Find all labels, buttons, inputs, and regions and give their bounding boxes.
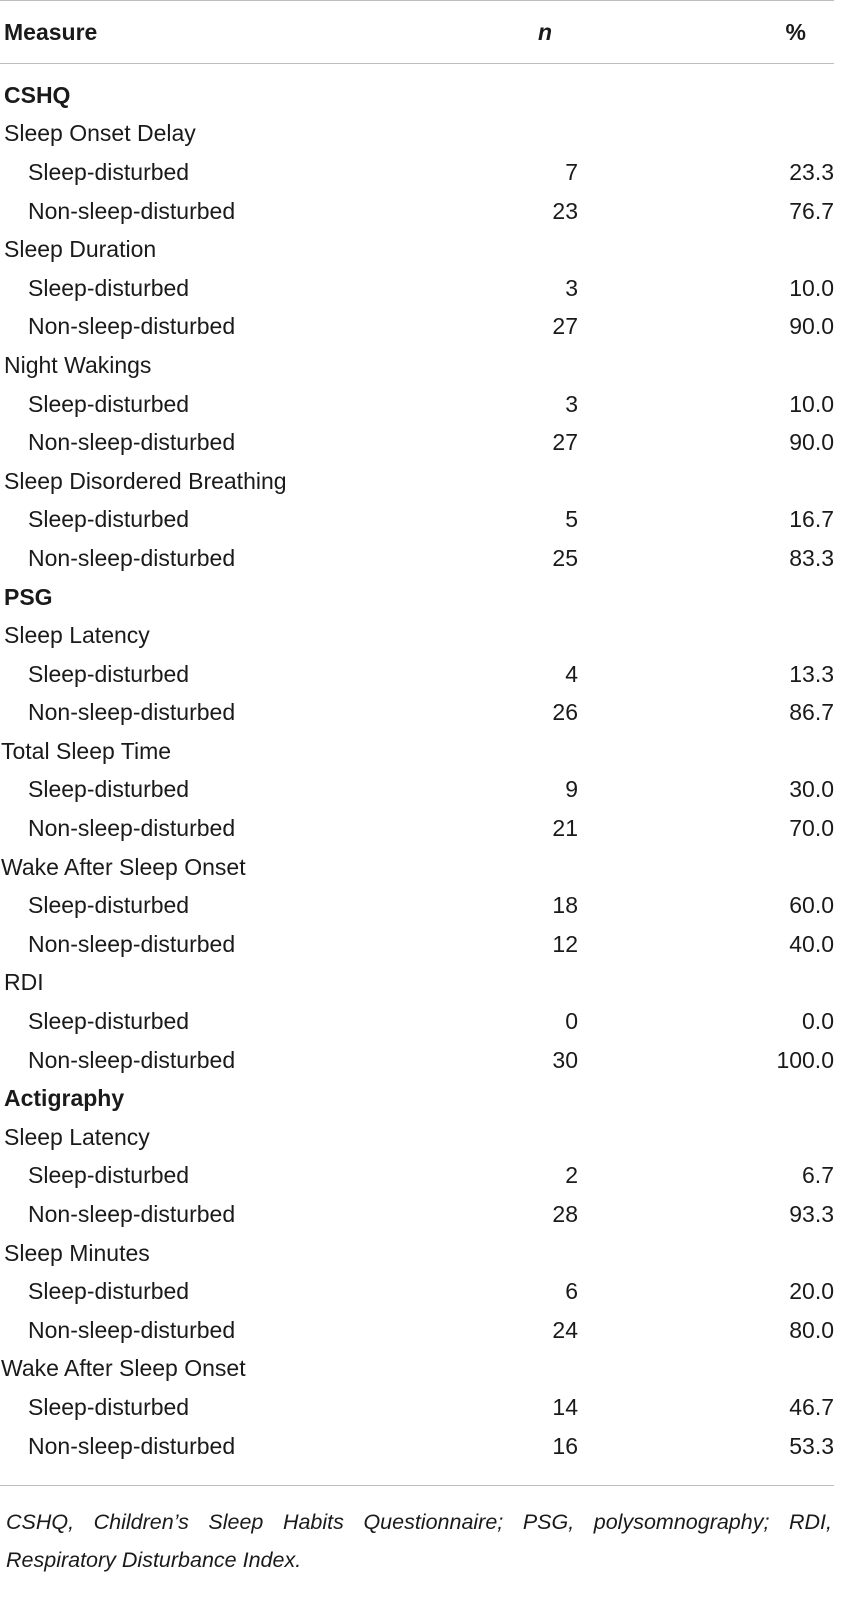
row-n: 16 — [552, 1432, 578, 1459]
row-pct: 23.3 — [789, 158, 834, 185]
row-label: Non-sleep-disturbed — [28, 313, 236, 340]
row-label: Non-sleep-disturbed — [28, 1316, 236, 1343]
measure-name: Sleep Disordered Breathing — [4, 467, 287, 494]
row-n: 4 — [565, 660, 578, 687]
row-n: 0 — [565, 1008, 578, 1035]
measure-name: RDI — [4, 969, 44, 996]
table-row — [0, 1157, 834, 1196]
row-pct: 90.0 — [789, 429, 834, 456]
measure-name: Sleep Minutes — [4, 1239, 150, 1266]
section-header — [0, 1079, 834, 1118]
row-n: 27 — [552, 429, 578, 456]
measure-row — [0, 462, 834, 501]
row-n: 3 — [565, 274, 578, 301]
table-row — [0, 809, 834, 848]
row-n: 7 — [565, 158, 578, 185]
section-title: Actigraphy — [4, 1085, 125, 1112]
row-pct: 10.0 — [789, 274, 834, 301]
row-n: 12 — [552, 930, 578, 957]
table-footnote: CSHQ, Children’s Sleep Habits Questionnaire; PSG, polysomnography; RDI, Respiratory Disturbance Index. — [6, 1510, 832, 1572]
row-label: Non-sleep-disturbed — [28, 429, 236, 456]
row-label: Sleep-disturbed — [28, 1393, 190, 1420]
table-row — [0, 308, 834, 347]
measure-row — [0, 1350, 834, 1389]
measure-row — [0, 616, 834, 655]
table-row — [0, 655, 834, 694]
row-pct: 90.0 — [789, 313, 834, 340]
measure-row — [0, 732, 834, 771]
row-pct: 70.0 — [789, 815, 834, 842]
row-pct: 83.3 — [789, 544, 834, 571]
measure-row — [0, 1118, 834, 1157]
header-n-label: n — [537, 18, 552, 45]
row-pct: 20.0 — [789, 1278, 834, 1305]
row-n: 24 — [552, 1316, 578, 1343]
row-pct: 100.0 — [776, 1046, 834, 1073]
row-pct: 30.0 — [789, 776, 834, 803]
measure-name: Sleep Latency — [4, 622, 150, 649]
row-label: Sleep-disturbed — [28, 390, 190, 417]
measure-name: Wake After Sleep Onset — [1, 1355, 246, 1382]
table-row — [0, 192, 834, 231]
row-pct: 10.0 — [789, 390, 834, 417]
table-row — [0, 1311, 834, 1350]
table-row — [0, 1272, 834, 1311]
row-n: 28 — [552, 1201, 578, 1228]
table-header — [0, 1, 834, 63]
header-pct: % — [785, 18, 806, 45]
row-label: Non-sleep-disturbed — [28, 197, 236, 224]
row-pct: 16.7 — [789, 506, 834, 533]
row-n: 3 — [565, 390, 578, 417]
row-n: 6 — [565, 1278, 578, 1305]
row-label: Non-sleep-disturbed — [28, 699, 236, 726]
row-label: Sleep-disturbed — [28, 274, 190, 301]
table-row — [0, 1388, 834, 1427]
row-label: Sleep-disturbed — [28, 158, 190, 185]
table-row — [0, 501, 834, 540]
section-title: PSG — [4, 583, 53, 610]
table-row — [0, 1195, 834, 1234]
row-label: Non-sleep-disturbed — [28, 1432, 236, 1459]
row-n: 18 — [552, 892, 578, 919]
measure-name: Sleep Latency — [4, 1123, 150, 1150]
row-n: 14 — [552, 1393, 578, 1420]
bottom-rule — [0, 1485, 834, 1486]
section-title: CSHQ — [4, 81, 71, 108]
row-n: 21 — [552, 815, 578, 842]
measure-name: Sleep Duration — [4, 236, 157, 263]
measure-name: Night Wakings — [4, 351, 152, 378]
table-row — [0, 886, 834, 925]
table-row — [0, 771, 834, 810]
row-pct: 6.7 — [802, 1162, 834, 1189]
measure-row — [0, 848, 834, 887]
row-pct: 0.0 — [802, 1008, 834, 1035]
measure-row — [0, 230, 834, 269]
row-label: Sleep-disturbed — [28, 660, 190, 687]
row-pct: 80.0 — [789, 1316, 834, 1343]
row-n: 25 — [552, 544, 578, 571]
row-pct: 76.7 — [789, 197, 834, 224]
row-n: 5 — [565, 506, 578, 533]
row-n: 26 — [552, 699, 578, 726]
table-row — [0, 1002, 834, 1041]
row-label: Sleep-disturbed — [28, 506, 190, 533]
row-label: Sleep-disturbed — [28, 892, 190, 919]
row-pct: 53.3 — [789, 1432, 834, 1459]
table-row — [0, 269, 834, 308]
row-pct: 86.7 — [789, 699, 834, 726]
row-pct: 93.3 — [789, 1201, 834, 1228]
measure-row — [0, 346, 834, 385]
measure-name: Total Sleep Time — [1, 737, 172, 764]
section-header — [0, 76, 834, 115]
table-row — [0, 694, 834, 733]
row-pct: 13.3 — [789, 660, 834, 687]
row-label: Non-sleep-disturbed — [28, 930, 236, 957]
row-n: 30 — [552, 1046, 578, 1073]
row-label: Non-sleep-disturbed — [28, 1046, 236, 1073]
table-row — [0, 1041, 834, 1080]
table-body — [0, 76, 834, 1465]
row-pct: 60.0 — [789, 892, 834, 919]
row-label: Non-sleep-disturbed — [28, 544, 236, 571]
measure-row — [0, 964, 834, 1003]
row-label: Sleep-disturbed — [28, 1008, 190, 1035]
row-n: 27 — [552, 313, 578, 340]
row-n: 2 — [565, 1162, 578, 1189]
table-row — [0, 539, 834, 578]
table-row — [0, 385, 834, 424]
header-n — [434, 19, 554, 46]
row-label: Sleep-disturbed — [28, 776, 190, 803]
row-pct: 40.0 — [789, 930, 834, 957]
table-row — [0, 1427, 834, 1466]
row-label: Sleep-disturbed — [28, 1162, 190, 1189]
measure-name: Sleep Onset Delay — [4, 120, 196, 147]
header-measure: Measure — [4, 18, 98, 45]
measure-row — [0, 1234, 834, 1273]
row-label: Sleep-disturbed — [28, 1278, 190, 1305]
table-row — [0, 925, 834, 964]
row-label: Non-sleep-disturbed — [28, 815, 236, 842]
row-n: 23 — [552, 197, 578, 224]
row-pct: 46.7 — [789, 1393, 834, 1420]
row-n: 9 — [565, 776, 578, 803]
table-row — [0, 423, 834, 462]
table-row — [0, 153, 834, 192]
row-label: Non-sleep-disturbed — [28, 1201, 236, 1228]
measure-name: Wake After Sleep Onset — [1, 853, 246, 880]
section-header — [0, 578, 834, 617]
measure-row — [0, 115, 834, 154]
